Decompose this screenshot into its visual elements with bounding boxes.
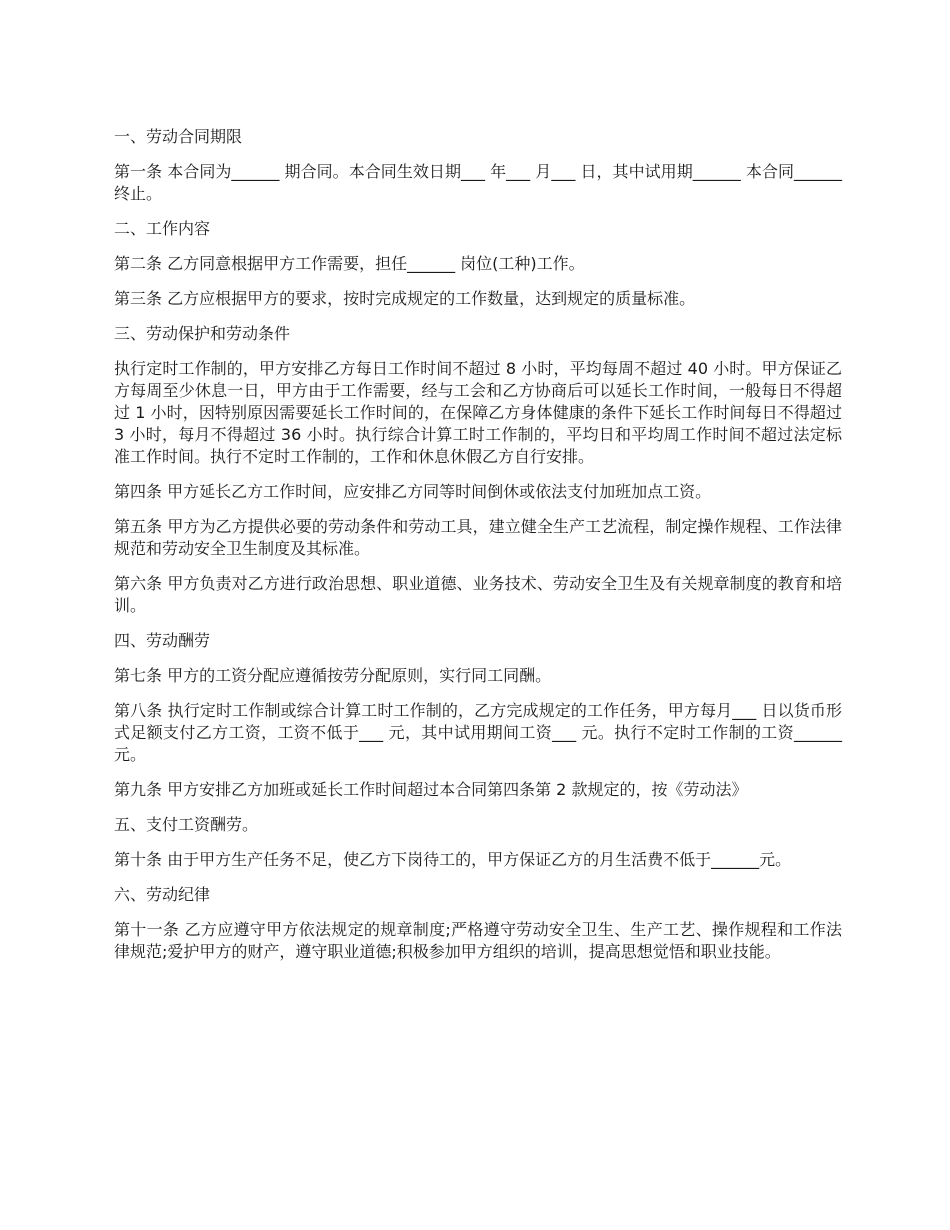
article-8: 第八条 执行定时工作制或综合计算工时工作制的，乙方完成规定的工作任务，甲方每月___ 日以货币形式足额支付乙方工资，工资不低于___ 元，其中试用期间工资___ 元。执行不定时工作制的工资______元。 xyxy=(114,701,842,764)
article-2: 第二条 乙方同意根据甲方工作需要，担任______ 岗位(工种)工作。 xyxy=(114,254,585,273)
section-heading-wage-payment: 五、支付工资酬劳。 xyxy=(114,815,259,834)
section-heading-labor-discipline: 六、劳动纪律 xyxy=(114,885,211,904)
article-9: 第九条 甲方安排乙方加班或延长工作时间超过本合同第四条第 2 款规定的，按《劳动法》 xyxy=(114,780,748,799)
article-6: 第六条 甲方负责对乙方进行政治思想、职业道德、业务技术、劳动安全卫生及有关规章制度的教育和培训。 xyxy=(114,574,842,615)
article-1: 第一条 本合同为______ 期合同。本合同生效日期___ 年___ 月___ 日，其中试用期______ 本合同______ 终止。 xyxy=(114,162,842,203)
article-3: 第三条 乙方应根据甲方的要求，按时完成规定的工作数量，达到规定的质量标准。 xyxy=(114,289,696,308)
article-10: 第十条 由于甲方生产任务不足，使乙方下岗待工的，甲方保证乙方的月生活费不低于______元。 xyxy=(114,850,792,869)
section-heading-labor-protection: 三、劳动保护和劳动条件 xyxy=(114,324,291,343)
section-heading-remuneration: 四、劳动酬劳 xyxy=(114,631,211,650)
article-5: 第五条 甲方为乙方提供必要的劳动条件和劳动工具，建立健全生产工艺流程，制定操作规程、工作法律规范和劳动安全卫生制度及其标准。 xyxy=(114,517,842,558)
article-7: 第七条 甲方的工资分配应遵循按劳分配原则，实行同工同酬。 xyxy=(114,666,552,685)
working-hours-paragraph: 执行定时工作制的，甲方安排乙方每日工作时间不超过 8 小时，平均每周不超过 40 小时。甲方保证乙方每周至少休息一日，甲方由于工作需要，经与工会和乙方协商后可以延长工作时间，一般每日不得超过 1 小时，因特别原因需要延长工作时间的，在保障乙方身体健康的条件下延长工作时间每日不得超过 3 小时，每月不得超过 36 小时。执行综合计算工时工作制的，平均日和平均周工作时间不超过法定标准工作时间。执行不定时工作制的，工作和休息休假乙方自行安排。 xyxy=(114,359,842,466)
section-heading-work-content: 二、工作内容 xyxy=(114,219,211,238)
article-4: 第四条 甲方延长乙方工作时间，应安排乙方同等时间倒休或依法支付加班加点工资。 xyxy=(114,482,712,501)
document-body xyxy=(114,126,842,976)
article-11: 第十一条 乙方应遵守甲方依法规定的规章制度;严格遵守劳动安全卫生、生产工艺、操作规程和工作法律规范;爱护甲方的财产，遵守职业道德;积极参加甲方组织的培训，提高思想觉悟和职业技能。 xyxy=(114,920,842,961)
section-heading-term: 一、劳动合同期限 xyxy=(114,127,243,146)
